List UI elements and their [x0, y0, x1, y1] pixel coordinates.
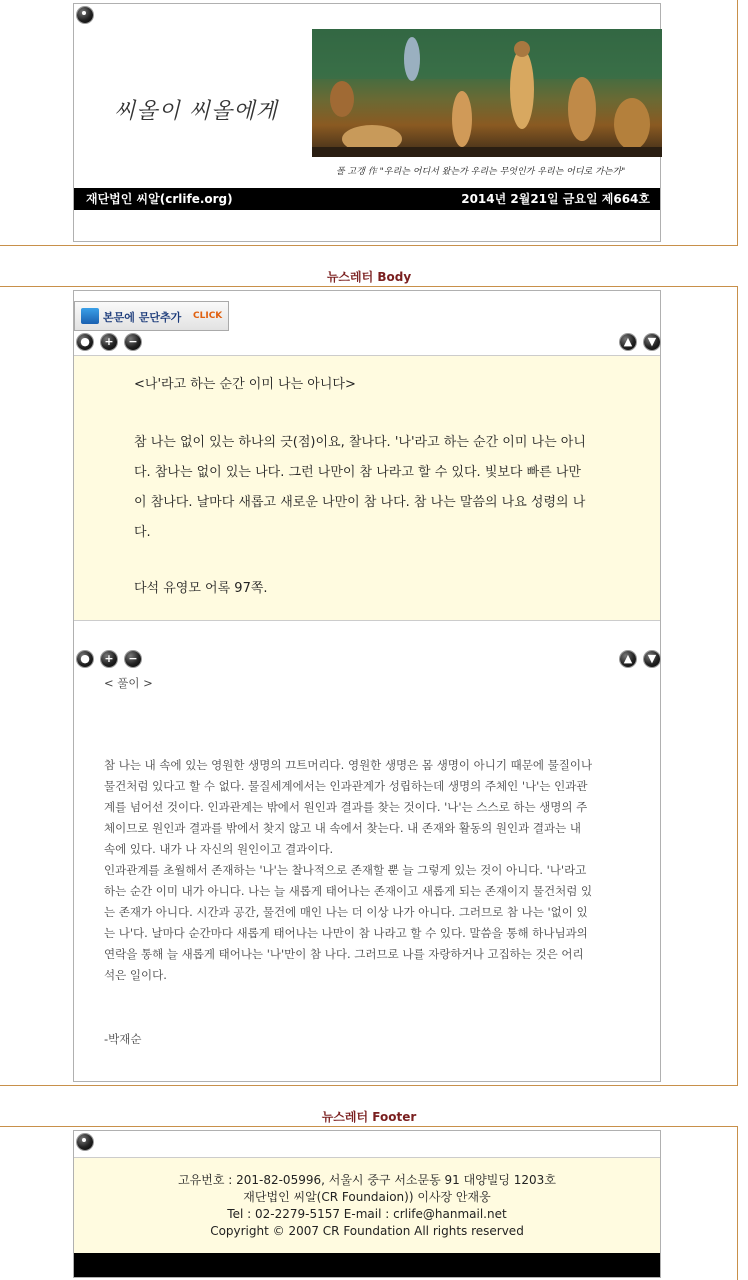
block2-line-6: 인과관계를 초월해서 존재하는 '나'는 찰나적으로 존재할 뿐 늘 그렇게 있는 것이 아니다. '나'라고 [104, 863, 587, 877]
block1-source: 다석 유영모 어록 97쪽. [134, 581, 268, 596]
block2-line-8: 는 존재가 아니다. 시간과 공간, 물건에 매인 나는 더 이상 나가 아니다. 그러므로 참 나는 '없이 있 [104, 905, 588, 919]
block1-add-button[interactable]: + [101, 334, 117, 350]
block1-move-down-button[interactable]: ▼ [644, 334, 660, 350]
painting-image [312, 29, 662, 157]
footer-top-line [0, 1126, 738, 1127]
block2-line-4: 체이므로 원인과 결과를 밖에서 찾지 않고 내 속에서 찾는다. 내 존재와 활동의 원인과 결과는 내 [104, 821, 581, 835]
block1-options-button[interactable]: ● [77, 334, 93, 350]
footer-section-label: 뉴스레터 Footer [321, 1110, 417, 1124]
block2-options-button[interactable]: ● [77, 651, 93, 667]
header-info-bar [74, 188, 660, 210]
block2-add-button[interactable]: + [101, 651, 117, 667]
block2-text [104, 755, 644, 986]
block2-author: -박재순 [104, 1032, 142, 1046]
block1-line-1: 참 나는 없이 있는 하나의 긋(점)이요, 찰나다. '나'라고 하는 순간 이미 나는 아니 [134, 435, 586, 450]
block2-line-2: 물건처럼 있다고 할 수 없다. 물질세계에서는 인과관계가 성립하는데 생명의 주체인 '나'는 인과관 [104, 779, 588, 793]
footer-line-4: Copyright © 2007 CR Foundation All rights reserved [210, 1224, 524, 1238]
footer-box [73, 1130, 661, 1278]
issue-info: 2014년 2월21일 금요일 제664호 [461, 192, 650, 206]
footer-black-bar [74, 1253, 660, 1277]
block1-line-3: 이 참나다. 날마다 새롭고 새로운 나만이 참 나다. 참 나는 말씀의 나요 성령의 나 [134, 495, 586, 510]
block2-move-up-button[interactable]: ▲ [620, 651, 636, 667]
footer-line-3: Tel : 02-2279-5157 E-mail : crlife@hanmail.net [227, 1207, 507, 1221]
block1-line-2: 다. 참나는 없이 있는 나다. 그런 나만이 참 나라고 할 수 있다. 빛보다 빠른 나만 [134, 465, 581, 480]
block1-move-up-button[interactable]: ▲ [620, 334, 636, 350]
body-bottom-line [0, 1085, 738, 1086]
block2-heading: < 풀이 > [104, 676, 153, 690]
block1-line-4: 다. [134, 525, 151, 540]
block2-line-1: 참 나는 내 속에 있는 영원한 생명의 끄트머리다. 영원한 생명은 몸 생명이 아니기 때문에 물질이나 [104, 758, 593, 772]
org-name: 재단법인 씨알(crlife.org) [86, 192, 233, 206]
add-paragraph-button[interactable] [74, 301, 229, 331]
footer-options-button[interactable] [77, 1134, 93, 1150]
block2-move-down-button[interactable]: ▼ [644, 651, 660, 667]
header-box [73, 3, 661, 242]
block1-content [74, 355, 660, 621]
painting-figures-icon [312, 29, 662, 157]
block2-line-5: 속에 있다. 내가 나 자신의 원인이고 결과이다. [104, 842, 334, 856]
block2-line-7: 하는 순간 이미 내가 아니다. 나는 늘 새롭게 태어나는 존재이고 새롭게 되는 존재이지 물건처럼 있 [104, 884, 593, 898]
frame-right-line [737, 0, 738, 246]
body-box [73, 290, 661, 1082]
frame-divider [0, 245, 738, 246]
logo: 씨올이 씨올에게 [114, 99, 278, 124]
add-paragraph-label: 본문에 문단추가 [103, 311, 182, 324]
block2-line-3: 계를 넘어선 것이다. 인과관계는 밖에서 원인과 결과를 찾는 것이다. '나'는 스스로 하는 생명의 주 [104, 800, 588, 814]
block2-remove-button[interactable]: − [125, 651, 141, 667]
body-section-label: 뉴스레터 Body [326, 270, 412, 284]
footer-right-line [737, 1126, 738, 1280]
block2-line-9: 는 나'다. 날마다 순간마다 새롭게 태어나는 나만이 참 나라고 할 수 있다. 말씀을 통해 하나님과의 [104, 926, 588, 940]
body-top-line [0, 286, 738, 287]
folder-icon [81, 308, 99, 324]
block1-title: <나'라고 하는 순간 이미 나는 아니다> [134, 377, 356, 392]
painting-caption: 폴 고갱 作 "우리는 어디서 왔는가 우리는 무엇인가 우리는 어디로 가는가" [336, 167, 626, 177]
footer-content [74, 1157, 660, 1254]
click-label: CLICK [193, 311, 223, 321]
header-options-button[interactable] [77, 7, 93, 23]
footer-line-2: 재단법인 씨알(CR Foundaion)) 이사장 안재웅 [243, 1190, 491, 1204]
block1-remove-button[interactable]: − [125, 334, 141, 350]
body-right-line [737, 286, 738, 1086]
block2-line-11: 석은 일이다. [104, 968, 167, 982]
block2-line-10: 연락을 통해 늘 새롭게 태어나는 '나'만이 참 나다. 그러므로 나를 자랑하거나 고집하는 것은 어리 [104, 947, 584, 961]
footer-line-1: 고유번호 : 201-82-05996, 서울시 중구 서소문동 91 대양빌딩 1203호 [178, 1173, 556, 1187]
